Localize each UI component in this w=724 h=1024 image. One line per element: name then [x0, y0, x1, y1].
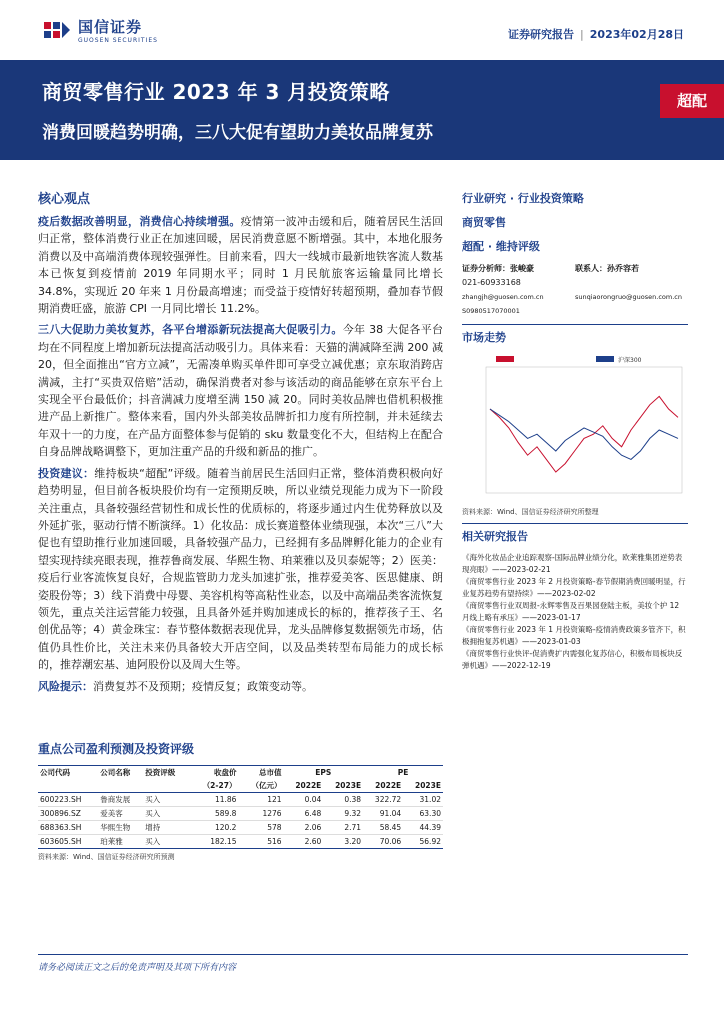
header-rating-sub [143, 779, 188, 793]
cell-pe2: 63.30 [403, 807, 443, 821]
cell-cap: 516 [238, 835, 283, 849]
cell-rating: 买入 [143, 793, 188, 807]
related-report[interactable]: 《商贸零售行业 2023 年 2 月投资策略-春节假期消费回暖明显，行业复苏趋势有望持续》——2023-02-02 [462, 577, 686, 598]
cell-price: 11.86 [188, 793, 238, 807]
analyst-label: 证券分析师： [462, 264, 510, 273]
paragraph-promotion-body: 今年 38 大促各平台均在不同程度上增加新玩法提高活动吸引力。具体来看：天猫的满减降至满 200 减 20，但全面推出“官方立减”，无需凑单购买单件即可享受立减优惠；京东取消跨店满减，主打“买贵双倍赔”活动，确保消费者对参与该活动的商品能够在京东平台上实现全平台最低价；抖音满减力度增至满 150 减 20。同时美妆品牌也借机积极推进产品上新推广。整体来看，国内外头部美妆品牌折扣力度有所控制，并未延续去年双十一的力度，在产品方面整体参与促销的 sku 数量变化不大，但结构上在配合自身品牌战略调整下，更加注重产品的升级和新品的推广。 [38, 323, 443, 459]
related-report[interactable]: 《商贸零售行业双周报-永辉零售及百果园登陆主板，美妆个护 12 月线上略有承压》——2023-01-17 [462, 601, 680, 622]
contact-spacer [575, 276, 688, 290]
cell-code: 300896.SZ [38, 807, 98, 821]
logo-text-cn: 国信证券 [78, 17, 143, 36]
sector-label: 商贸零售 [462, 216, 506, 229]
series-line-1 [490, 409, 678, 459]
industry-label: 行业研究 · 行业投资策略 [462, 192, 584, 205]
cell-cap: 1276 [238, 807, 283, 821]
series-line-0 [490, 396, 678, 472]
related-title: 相关研究报告 [462, 530, 528, 543]
contact-email[interactable]: sunqiaorongruo@guosen.com.cn [575, 293, 682, 301]
cell-name: 华熙生物 [98, 821, 143, 835]
logo-text-en: GUOSEN SECURITIES [78, 36, 158, 44]
cell-name: 鲁商发展 [98, 793, 143, 807]
paragraph-promotion-highlight: 三八大促助力美妆复苏，各平台增添新玩法提高大促吸引力。 [38, 323, 343, 337]
market-chart-svg [462, 353, 688, 503]
report-title: 商贸零售行业 2023 年 3 月投资策略 [42, 80, 390, 104]
header-pe: PE [363, 766, 443, 780]
cell-name: 珀莱雅 [98, 835, 143, 849]
cell-cap: 121 [238, 793, 283, 807]
header-code-sub [38, 779, 98, 793]
page-header [0, 0, 724, 58]
analyst-name: 张峻豪 [510, 264, 534, 273]
cell-pe1: 91.04 [363, 807, 403, 821]
analyst-block [462, 262, 688, 318]
table-row [38, 793, 443, 807]
header-price-unit: （2-27） [188, 779, 238, 793]
header-price: 收盘价 [188, 766, 238, 780]
analyst-col [462, 262, 575, 318]
cell-pe1: 70.06 [363, 835, 403, 849]
market-title: 市场走势 [462, 331, 506, 344]
cell-price: 182.15 [188, 835, 238, 849]
paragraph-risk [38, 678, 443, 695]
footer-disclaimer: 请务必阅读正文之后的免责声明及其项下所有内容 [38, 963, 237, 973]
header-pe-y1: 2022E [363, 779, 403, 793]
paragraph-investment [38, 465, 443, 674]
forecast-source: 资料来源：Wind、国信证券经济研究所预测 [38, 853, 175, 861]
cell-rating: 买入 [143, 835, 188, 849]
report-date: 2023年02月28日 [589, 28, 684, 41]
chart-source: 资料来源：Wind、国信证券经济研究所整理 [462, 508, 599, 516]
header-rating: 投资评级 [143, 766, 188, 780]
cell-price: 120.2 [188, 821, 238, 835]
paragraph-promotion [38, 321, 443, 460]
cell-pe2: 56.92 [403, 835, 443, 849]
related-report[interactable]: 《海外化妆品企业追踪观察-国际品牌业绩分化，欧莱雅集团逆势表现亮眼》——2023-02-21 [462, 553, 683, 574]
paragraph-consumption [38, 213, 443, 317]
related-report[interactable]: 《商贸零售行业快评-促消费扩内需强化复苏信心，积极布局板块反弹机遇》——2022-12-19 [462, 649, 683, 670]
related-report[interactable]: 《商贸零售行业 2023 年 1 月投资策略-疫情消费政策多管齐下，积极拥抱复苏机遇》——2023-01-03 [462, 625, 686, 646]
cell-pe1: 58.45 [363, 821, 403, 835]
header-name-sub [98, 779, 143, 793]
legend-swatch-1 [596, 356, 614, 362]
contact-col [575, 262, 688, 318]
analyst-phone: 021-60933168 [462, 278, 521, 287]
cell-eps2: 2.71 [323, 821, 363, 835]
cell-pe2: 44.39 [403, 821, 443, 835]
table-row [38, 835, 443, 849]
core-heading: 核心观点 [38, 192, 91, 207]
header-eps-y1: 2022E [284, 779, 324, 793]
analyst-email[interactable]: zhangjh@guosen.com.cn [462, 293, 544, 301]
paragraph-investment-body: 维持板块“超配”评级。随着当前居民生活回归正常，整体消费积极向好趋势明显，但目前各板块股价均有一定预期反映，所以业绩兑现能力成为下一阶段关注重点，具备较强经营韧性和成长性的优质标的，将逐步通过内生优势释放以及外延扩张，驱动行情不断演绎。1）化妆品：成长赛道整体业绩现强，本次“三八”大促也有望助推行业加速回暖，具备较强产品力，已经拥有多品牌孵化能力的企业有望实现持续亮眼表现，推荐鲁商发展、华熙生物、珀莱雅以及贝泰妮等；2）医美：疫后行业客流恢复良好，合规监管助力龙头加速扩张，推荐爱美客、医思健康、朗姿股份等；3）线下消费中母婴、美容机构等高粘性业态，以及中高端品类客流恢复领先，重点关注运营能力较强，且具备外延并购加速成长的标的，推荐孩子王、名创优品等；4）黄金珠宝：春节整体数据表现优异，龙头品牌修复数据领先市场，估值仍具性价比，关注未来仍具备较大开店空间，以及品类转型布局能力的成长标的，推荐潮宏基、迪阿股份以及周大生等。 [38, 466, 443, 672]
cell-rating: 增持 [143, 821, 188, 835]
forecast-title: 重点公司盈利预测及投资评级 [38, 742, 195, 756]
core-views [38, 188, 443, 699]
header-eps-y2: 2023E [323, 779, 363, 793]
paragraph-risk-body: 消费复苏不及预期；疫情反复；政策变动等。 [93, 679, 313, 693]
divider [462, 523, 688, 524]
cell-eps2: 3.20 [323, 835, 363, 849]
divider [462, 324, 688, 325]
cell-eps2: 0.38 [323, 793, 363, 807]
cell-cap: 578 [238, 821, 283, 835]
paragraph-consumption-highlight: 疫后数据改善明显，消费信心持续增强。 [38, 215, 241, 228]
legend-swatch-0 [496, 356, 514, 362]
guosen-logo-icon [42, 18, 72, 44]
header-pe-y2: 2023E [403, 779, 443, 793]
meta-separator: | [580, 28, 584, 41]
sidebar [462, 190, 688, 672]
report-type: 证券研究报告 [508, 28, 575, 41]
footer-line [38, 954, 688, 955]
cell-name: 爱美客 [98, 807, 143, 821]
guosen-logo [42, 18, 158, 44]
cell-code: 603605.SH [38, 835, 98, 849]
cell-eps1: 2.60 [284, 835, 324, 849]
header-eps: EPS [284, 766, 364, 780]
table-row [38, 821, 443, 835]
cell-pe1: 322.72 [363, 793, 403, 807]
header-name: 公司名称 [98, 766, 143, 780]
cell-rating: 买入 [143, 807, 188, 821]
report-subtitle: 消费回暖趋势明确，三八大促有望助力美妆品牌复苏 [42, 123, 433, 143]
contact-label: 联系人： [575, 264, 607, 273]
paragraph-risk-highlight: 风险提示： [38, 679, 93, 693]
market-chart [462, 353, 688, 503]
cell-eps1: 6.48 [284, 807, 324, 821]
header-code: 公司代码 [38, 766, 98, 780]
title-banner [0, 60, 724, 160]
contact-name: 孙乔容若 [607, 264, 639, 273]
report-meta [508, 26, 684, 42]
analyst-cert: S0980517070001 [462, 307, 520, 315]
rating-line: 超配 · 维持评级 [462, 240, 540, 253]
header-cap-unit: （亿元） [238, 779, 283, 793]
paragraph-investment-highlight: 投资建议： [38, 466, 95, 480]
chart-frame [486, 367, 682, 493]
legend-label-1: 沪深300 [618, 357, 642, 364]
paragraph-consumption-body: 疫情第一波冲击缓和后，随着居民生活回归正常，整体消费行业正在加速回暖，居民消费意愿不断增强。其中，本地化服务消费以及中高端消费体现较强弹性。目前来看，四大一线城市最新地铁客流人数基本已恢复到疫情前 2019 年同期水平；同时 1 月民航旅客运输量同比增长 34.8%，实现近 20 年来 1 月份最高增速；而受益于疫情好转超预期，叠加春节假期消费旺盛，旅游 CPI 一月同比增长 11.2%。 [38, 215, 444, 316]
cell-eps2: 9.32 [323, 807, 363, 821]
cell-code: 600223.SH [38, 793, 98, 807]
cell-pe2: 31.02 [403, 793, 443, 807]
table-row [38, 807, 443, 821]
cell-eps1: 2.06 [284, 821, 324, 835]
cell-price: 589.8 [188, 807, 238, 821]
cell-code: 688363.SH [38, 821, 98, 835]
cell-eps1: 0.04 [284, 793, 324, 807]
header-cap: 总市值 [238, 766, 283, 780]
forecast-section [38, 740, 443, 862]
rating-tag: 超配 [660, 84, 724, 118]
forecast-table [38, 765, 443, 849]
